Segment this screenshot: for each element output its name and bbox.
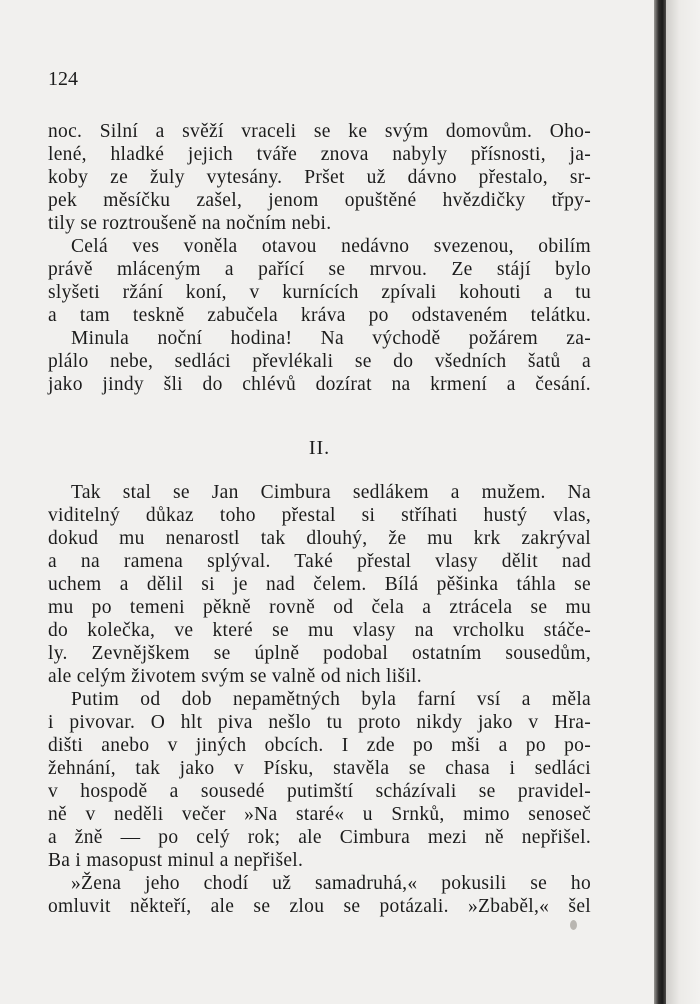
text-line: Tak stal se Jan Cimbura sedlákem a mužem. Na bbox=[71, 482, 591, 503]
text-line: Putim od dob nepamětných byla farní vsí a měla bbox=[71, 689, 591, 710]
text-line: i pivovar. O hlt piva nešlo tu proto nikdy jako v Hra- bbox=[48, 712, 591, 733]
text-line: plálo nebe, sedláci převlékali se do všedních šatů a bbox=[48, 351, 591, 372]
book-spine-shadow bbox=[654, 0, 666, 1004]
page-number: 124 bbox=[48, 68, 78, 90]
text-line: v hospodě a sousedé putimští scházívali se pravidel- bbox=[48, 781, 591, 802]
text-line: pek měsíčku zašel, jenom opuštěné hvězdičky třpy- bbox=[48, 190, 591, 211]
text-line: ně v neděli večer »Na staré« u Srnků, mimo senoseč bbox=[48, 804, 591, 825]
text-line: jako jindy šli do chlévů dozírat na krmení a česání. bbox=[48, 374, 591, 395]
text-line: mu po temeni pěkně rovně od čela a ztrácela se mu bbox=[48, 597, 591, 618]
text-line: tily se roztroušeně na nočním nebi. bbox=[48, 213, 332, 234]
text-line: ly. Zevnějškem se úplně podobal ostatním sousedům, bbox=[48, 643, 591, 664]
text-line: Celá ves voněla otavou nedávno svezenou, obilím bbox=[71, 236, 591, 257]
text-line: Minula noční hodina! Na východě požárem za- bbox=[71, 328, 591, 349]
text-line: slyšeti ržání koní, v kurnících zpívali kohouti a tu bbox=[48, 282, 591, 303]
text-line: a žně — po celý rok; ale Cimbura mezi ně nepřišel. bbox=[48, 827, 591, 848]
text-line: »Žena jeho chodí už samadruhá,« pokusili se ho bbox=[71, 873, 591, 894]
text-line: a tam teskně zabučela kráva po odstaveném telátku. bbox=[48, 305, 591, 326]
text-line: viditelný důkaz toho přestal si stříhati hustý vlas, bbox=[48, 505, 591, 526]
paper-stain bbox=[570, 920, 577, 930]
text-line: Ba i masopust minul a nepřišel. bbox=[48, 850, 304, 871]
text-line: lené, hladké jejich tváře znova nabyly přísnosti, ja- bbox=[48, 144, 591, 165]
next-page-edge bbox=[666, 0, 700, 1004]
text-line: noc. Silní a svěží vraceli se ke svým domovům. Oho- bbox=[48, 121, 591, 142]
text-line: dokud mu nenarostl tak dlouhý, že mu krk zakrýval bbox=[48, 528, 591, 549]
text-line: právě mláceným a pařící se mrvou. Ze stájí bylo bbox=[48, 259, 591, 280]
text-line: ale celým životem svým se valně od nich lišil. bbox=[48, 666, 422, 687]
text-line: a na ramena splýval. Také přestal vlasy dělit nad bbox=[48, 551, 591, 572]
text-line: do kolečka, ve které se mu vlasy na vrcholku stáče- bbox=[48, 620, 591, 641]
text-line: dišti anebo v jiných obcích. I zde po mši a po po- bbox=[48, 735, 591, 756]
text-line: uchem a dělil si je nad čelem. Bílá pěšinka táhla se bbox=[48, 574, 591, 595]
section-heading: II. bbox=[308, 437, 331, 459]
text-line: žehnání, tak jako v Písku, stavěla se chasa i sedláci bbox=[48, 758, 591, 779]
text-line: koby ze žuly vytesány. Pršet už dávno přestalo, sr- bbox=[48, 167, 591, 188]
text-line: omluvit někteří, ale se zlou se potázali. »Zbaběl,« šel bbox=[48, 896, 591, 917]
